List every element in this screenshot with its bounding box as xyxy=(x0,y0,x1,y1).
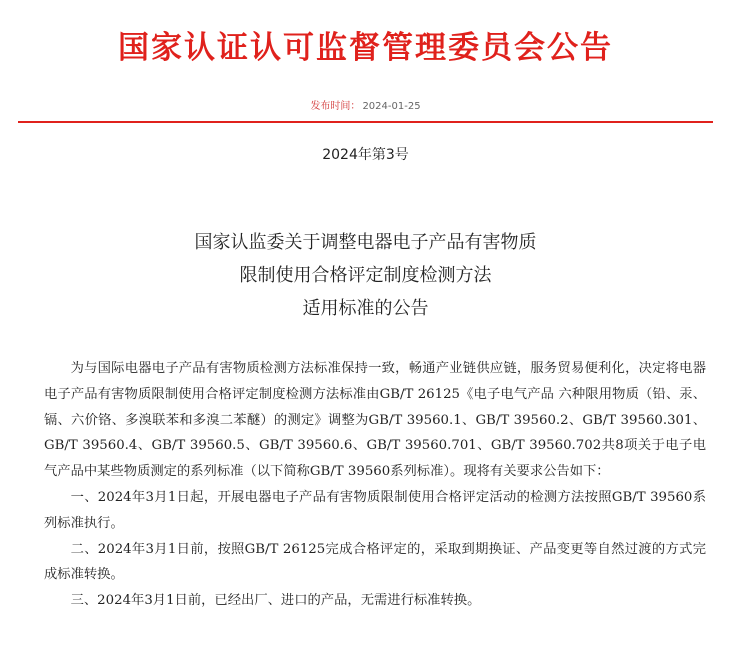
body-paragraph-intro: 为与国际电器电子产品有害物质检测方法标准保持一致，畅通产业链供应链，服务贸易便利化，决定将电器电子产品有害物质限制使用合格评定制度检测方法标准由GB/T 26125《电子电气产品 六种限用物质（铅、汞、镉、六价铬、多溴联苯和多溴二苯醚）的测定》调整为GB/T 39560.1、GB/T 39560.2、GB/T 39560.301、GB/T 39560.4、GB/T 39560.5、GB/T 39560.6、GB/T 39560.701、GB/T 39560.702共8项关于电子电气产品中某些物质测定的系列标准（以下简称GB/T 39560系列标准）。现将有关要求公告如下： xyxy=(44,361,706,480)
body-paragraph-item-2: 二、2024年3月1日前，按照GB/T 26125完成合格评定的，采取到期换证、产品变更等自然过渡的方式完成标准转换。 xyxy=(44,541,706,583)
publish-time-line xyxy=(0,97,731,112)
notice-title xyxy=(0,226,731,325)
agency-header-title: 国家认证认可监督管理委员会公告 xyxy=(118,30,613,66)
publish-date: 2024-01-25 xyxy=(362,101,421,112)
header-divider xyxy=(18,121,713,123)
notice-title-line-1: 国家认监委关于调整电器电子产品有害物质 xyxy=(194,232,537,253)
publish-time-label: 发布时间： xyxy=(310,101,361,112)
document-number: 2024年第3号 xyxy=(322,147,409,163)
notice-title-line-2: 限制使用合格评定制度检测方法 xyxy=(239,265,492,286)
body-paragraph-item-3: 三、2024年3月1日前，已经出厂、进口的产品，无需进行标准转换。 xyxy=(70,593,481,609)
notice-body xyxy=(44,356,706,614)
notice-title-line-3: 适用标准的公告 xyxy=(302,298,429,319)
body-paragraph-item-1: 一、2024年3月1日起，开展电器电子产品有害物质限制使用合格评定活动的检测方法按照GB/T 39560系列标准执行。 xyxy=(44,489,706,531)
